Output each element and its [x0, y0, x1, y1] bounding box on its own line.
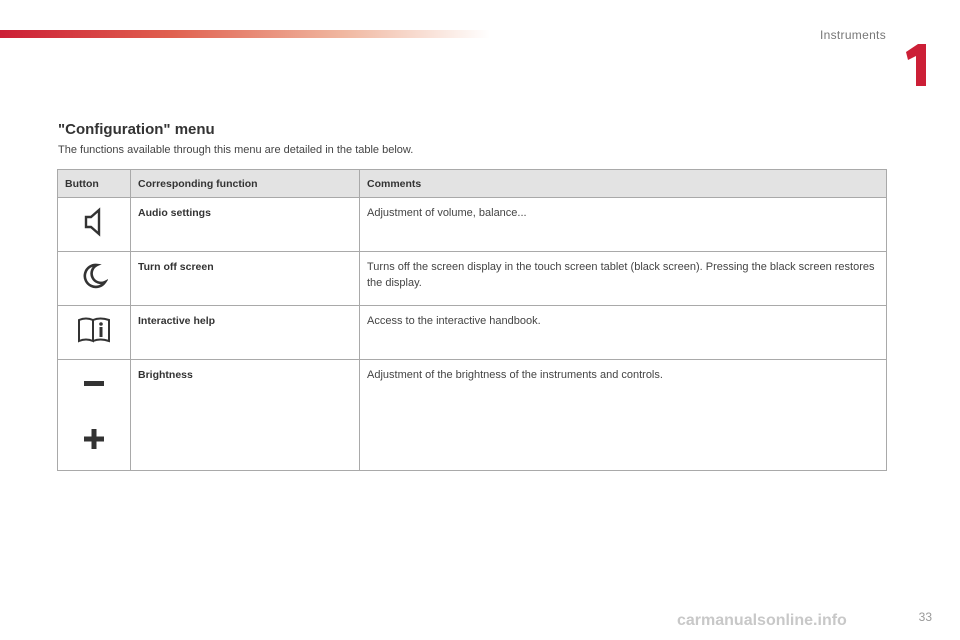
function-comment: Access to the interactive handbook. [360, 306, 887, 360]
plus-icon[interactable] [83, 428, 105, 450]
function-comment: Adjustment of volume, balance... [360, 198, 887, 252]
column-header-comments: Comments [360, 170, 887, 198]
watermark: carmanualsonline.info [677, 612, 847, 629]
function-comment: Adjustment of the brightness of the instruments and controls. [360, 360, 887, 471]
table-row [58, 360, 887, 471]
column-header-button: Button [58, 170, 131, 198]
brightness-buttons [58, 360, 131, 471]
header-accent-bar [0, 30, 490, 38]
interactive-help-button[interactable] [58, 306, 131, 360]
chapter-number [904, 42, 934, 88]
turn-off-screen-button[interactable] [58, 252, 131, 306]
column-header-function: Corresponding function [131, 170, 360, 198]
function-name: Brightness [131, 360, 360, 471]
function-name: Audio settings [131, 198, 360, 252]
configuration-table [57, 169, 887, 471]
svg-text:1: 1 [904, 42, 905, 43]
page-number: 33 [918, 610, 932, 624]
section-title: Instruments [820, 28, 886, 42]
table-row [58, 198, 887, 252]
function-name: Turn off screen [131, 252, 360, 306]
function-name: Interactive help [131, 306, 360, 360]
speaker-icon [81, 206, 107, 238]
table-header-row [58, 170, 887, 198]
function-comment: Turns off the screen display in the touch screen tablet (black screen). Pressing the black screen restores the display. [360, 252, 887, 306]
minus-icon[interactable] [83, 380, 105, 388]
table-row [58, 306, 887, 360]
table-row [58, 252, 887, 306]
help-book-icon [77, 316, 111, 344]
moon-icon [80, 262, 108, 290]
intro-text: The functions available through this menu are detailed in the table below. [58, 144, 414, 156]
audio-settings-button[interactable] [58, 198, 131, 252]
page-heading: "Configuration" menu [58, 121, 215, 138]
